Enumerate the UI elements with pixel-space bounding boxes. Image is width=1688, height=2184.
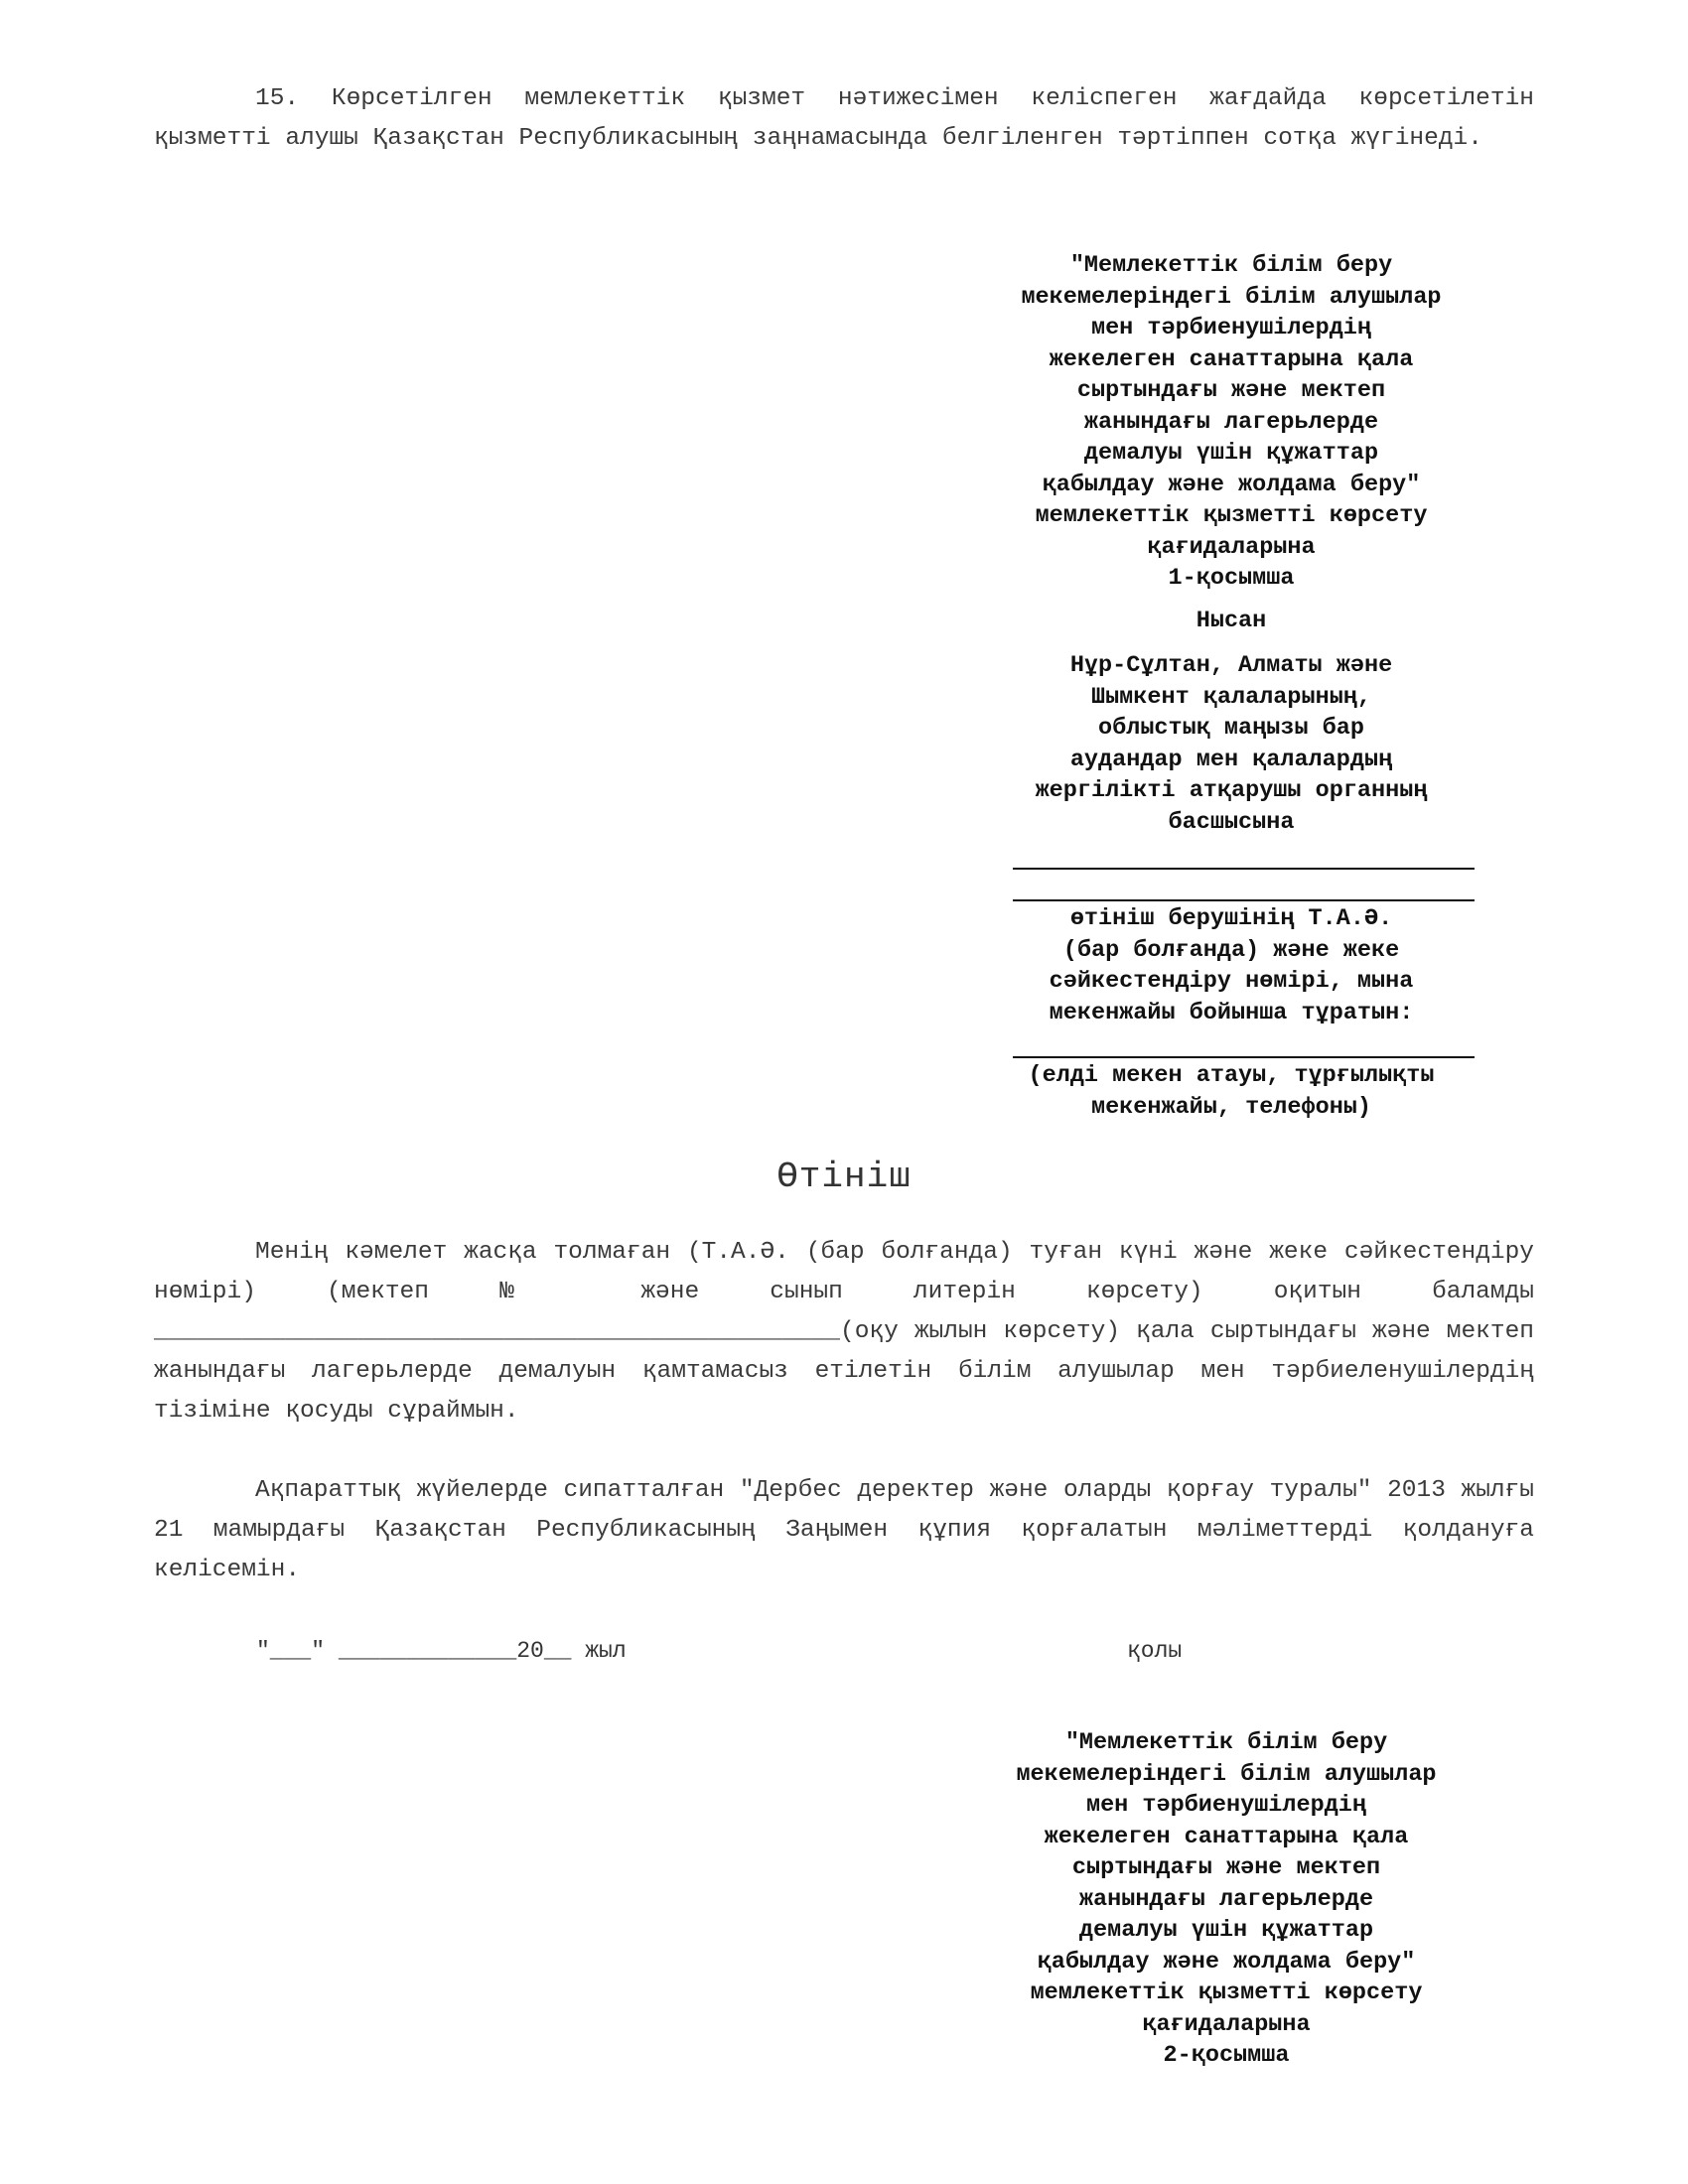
- signature-label: қолы: [1127, 1638, 1183, 1664]
- consent-paragraph: [154, 1471, 1534, 1590]
- appendix-2-line: жекелеген санаттарына қала: [1044, 1823, 1409, 1850]
- applicant-caption: [973, 903, 1489, 1028]
- addressee-line: Шымкент қалаларының,: [1090, 683, 1372, 711]
- addressee-line: Нұр-Сұлтан, Алматы және: [1069, 652, 1393, 679]
- appendix-1-line: қабылдау және жолдама беру": [1042, 471, 1421, 498]
- appendix-1-number: 1-қосымша: [1168, 565, 1295, 592]
- addressee-line: аудандар мен қалалардың: [1069, 746, 1393, 773]
- appendix-2-line: сыртындағы және мектеп: [1071, 1854, 1381, 1881]
- request-text: [154, 1233, 1534, 1432]
- appendix-2-line: мен тәрбиенушілердің: [1085, 1792, 1367, 1819]
- appendix-1-line: жанындағы лагерьлерде: [1083, 408, 1379, 436]
- appendix-1-line: сыртындағы және мектеп: [1076, 377, 1386, 404]
- appendix-2-line: жанындағы лагерьлерде: [1078, 1885, 1374, 1913]
- appendix-2-header: [968, 1727, 1484, 2072]
- appendix-1-line: қағидаларына: [1147, 533, 1316, 561]
- appendix-2-number: 2-қосымша: [1163, 2042, 1290, 2069]
- request-paragraph: [154, 1233, 1534, 1432]
- address-caption: [973, 1060, 1489, 1123]
- appendix-2-line: мекемелеріндегі білім алушылар: [1016, 1760, 1437, 1788]
- appendix-1-line: жекелеген санаттарына қала: [1049, 345, 1414, 373]
- request-text-end: (оқу жылын көрсету) қала сыртындағы және мектеп жанындағы лагерьлерде демалуын қамтамасыз етілетін білім алушылар мен тәрбиеленушілердің тізіміне қосуды сұраймын.: [154, 1318, 1534, 1425]
- applicant-caption-line: сәйкестендіру нөмірі, мына: [1049, 968, 1414, 995]
- clause-15-paragraph: [154, 79, 1534, 159]
- applicant-caption-line: өтініш берушінің Т.А.Ә.: [1069, 905, 1393, 932]
- clause-15-text: 15. Көрсетілген мемлекеттік қызмет нәтижесімен келіспеген жағдайда көрсетілетін қызметті алушы Қазақстан Республикасының заңнамасында белгіленген тәртіппен сотқа жүгінеді.: [154, 85, 1534, 152]
- blank-rule: [1013, 868, 1475, 870]
- request-text-start: Менің кәмелет жасқа толмаған (Т.А.Ә. (бар болғанда) туған күні және жеке сәйкестендіру нөмірі) (мектеп № және сынып литерін көрсету) оқитын баламды: [154, 1239, 1534, 1305]
- address-blank: [1013, 1056, 1475, 1058]
- appendix-1-line: мекемелеріндегі білім алушылар: [1021, 283, 1442, 311]
- appendix-1-line: мемлекеттік қызметті көрсету: [1035, 502, 1428, 529]
- appendix-1-line: демалуы үшін құжаттар: [1083, 440, 1379, 467]
- blank-rule: [1013, 1056, 1475, 1058]
- form-label: [973, 606, 1489, 637]
- document-title: Өтініш: [776, 1157, 912, 1197]
- date-field: "___" _____________20__ жыл: [256, 1638, 627, 1664]
- addressee-line: облыстық маңызы бар: [1098, 715, 1364, 742]
- appendix-2-line: демалуы үшін құжаттар: [1078, 1917, 1374, 1944]
- appendix-1-line: мен тәрбиенушілердің: [1090, 315, 1372, 341]
- appendix-1-header: [973, 250, 1489, 595]
- addressee-line: жергілікті атқарушы органның: [1035, 777, 1428, 804]
- appendix-2-line: мемлекеттік қызметті көрсету: [1030, 1979, 1423, 2006]
- applicant-caption-line: мекенжайы бойынша тұратын:: [1049, 999, 1414, 1026]
- appendix-1-line: "Мемлекеттік білім беру: [1069, 252, 1393, 279]
- addressee-line: басшысына: [1168, 808, 1295, 836]
- blank-rule: [1013, 899, 1475, 901]
- appendix-2-line: қабылдау және жолдама беру": [1037, 1948, 1416, 1976]
- form-label-text: Нысан: [1196, 608, 1267, 634]
- applicant-caption-line: (бар болғанда) және жеке: [1062, 936, 1400, 964]
- appendix-2-line: қағидаларына: [1142, 2010, 1311, 2038]
- applicant-name-blank-2: [1013, 899, 1475, 901]
- appendix-2-line: "Мемлекеттік білім беру: [1064, 1729, 1388, 1756]
- address-caption-line: мекенжайы, телефоны): [1090, 1093, 1372, 1121]
- addressee-block: [973, 650, 1489, 838]
- consent-text: Ақпараттық жүйелерде сипатталған "Дербес деректер және оларды қорғау туралы" 2013 жылғы 21 мамырдағы Қазақстан Республикасының Заңымен құпия қорғалатын мәліметтерді қолдануға келісемін.: [154, 1477, 1534, 1583]
- address-caption-line: (елді мекен атауы, тұрғылықты: [1028, 1062, 1435, 1089]
- applicant-name-blank-1: [1013, 868, 1475, 870]
- school-year-blank: _______________________________________________: [154, 1318, 841, 1345]
